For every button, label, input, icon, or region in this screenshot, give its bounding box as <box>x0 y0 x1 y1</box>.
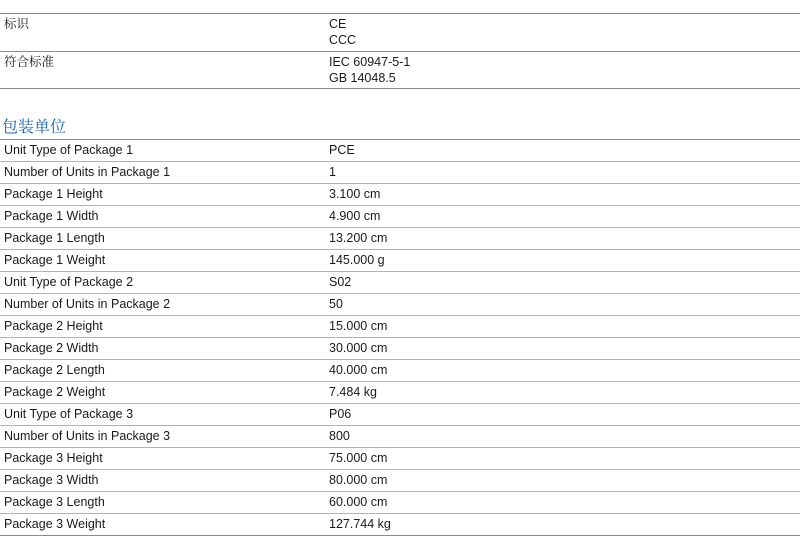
certification-table <box>0 14 800 89</box>
table-row <box>0 382 800 404</box>
row-label: Package 3 Length <box>4 495 105 509</box>
row-label: 符合标准 <box>4 55 55 69</box>
table-row <box>0 206 800 228</box>
row-label: Package 3 Width <box>4 473 99 487</box>
row-value: 50 <box>329 297 343 311</box>
row-values <box>329 54 410 86</box>
row-value: 40.000 cm <box>329 363 388 377</box>
table-row <box>0 404 800 426</box>
row-value: 3.100 cm <box>329 187 381 201</box>
table-row <box>0 448 800 470</box>
row-label: Package 2 Width <box>4 341 99 355</box>
table-row <box>0 470 800 492</box>
table-row <box>0 184 800 206</box>
row-value: 145.000 g <box>329 253 385 267</box>
row-label: Package 1 Width <box>4 209 99 223</box>
row-value: GB 14048.5 <box>329 71 396 85</box>
table-row <box>0 338 800 360</box>
row-label: Number of Units in Package 2 <box>4 297 171 311</box>
row-value: 15.000 cm <box>329 319 388 333</box>
table-row <box>0 360 800 382</box>
table-row <box>0 162 800 184</box>
table-row <box>0 492 800 514</box>
table-row <box>0 272 800 294</box>
row-values <box>329 16 356 48</box>
row-label: Unit Type of Package 1 <box>4 143 134 157</box>
row-label: Package 1 Weight <box>4 253 106 267</box>
row-value: 4.900 cm <box>329 209 381 223</box>
row-label: Unit Type of Package 3 <box>4 407 134 421</box>
row-value: 80.000 cm <box>329 473 388 487</box>
packaging-table <box>0 139 800 536</box>
table-row <box>0 250 800 272</box>
row-value: 7.484 kg <box>329 385 377 399</box>
row-label: 标识 <box>4 17 30 31</box>
row-value: 1 <box>329 165 336 179</box>
row-value: CE <box>329 17 347 31</box>
row-value: P06 <box>329 407 352 421</box>
row-value: CCC <box>329 33 357 47</box>
table-row <box>0 514 800 536</box>
row-label: Number of Units in Package 3 <box>4 429 171 443</box>
row-label: Number of Units in Package 1 <box>4 165 171 179</box>
section-title: 包装单位 <box>2 119 67 136</box>
row-value: 800 <box>329 429 350 443</box>
row-value: PCE <box>329 143 355 157</box>
table-row <box>0 426 800 448</box>
row-label: Package 3 Height <box>4 451 103 465</box>
row-value: 13.200 cm <box>329 231 388 245</box>
row-value: 30.000 cm <box>329 341 388 355</box>
table-row <box>0 294 800 316</box>
table-row <box>0 52 800 89</box>
row-label: Package 2 Height <box>4 319 103 333</box>
row-value: 60.000 cm <box>329 495 388 509</box>
row-label: Package 2 Length <box>4 363 105 377</box>
row-label: Package 1 Height <box>4 187 103 201</box>
row-value: IEC 60947-5-1 <box>329 55 411 69</box>
row-label: Package 2 Weight <box>4 385 106 399</box>
row-label: Unit Type of Package 2 <box>4 275 134 289</box>
row-label: Package 1 Length <box>4 231 105 245</box>
table-row <box>0 140 800 162</box>
table-row <box>0 228 800 250</box>
row-value: 127.744 kg <box>329 517 391 531</box>
row-label: Package 3 Weight <box>4 517 106 531</box>
table-row <box>0 14 800 52</box>
table-row <box>0 316 800 338</box>
row-value: 75.000 cm <box>329 451 388 465</box>
row-value: S02 <box>329 275 352 289</box>
